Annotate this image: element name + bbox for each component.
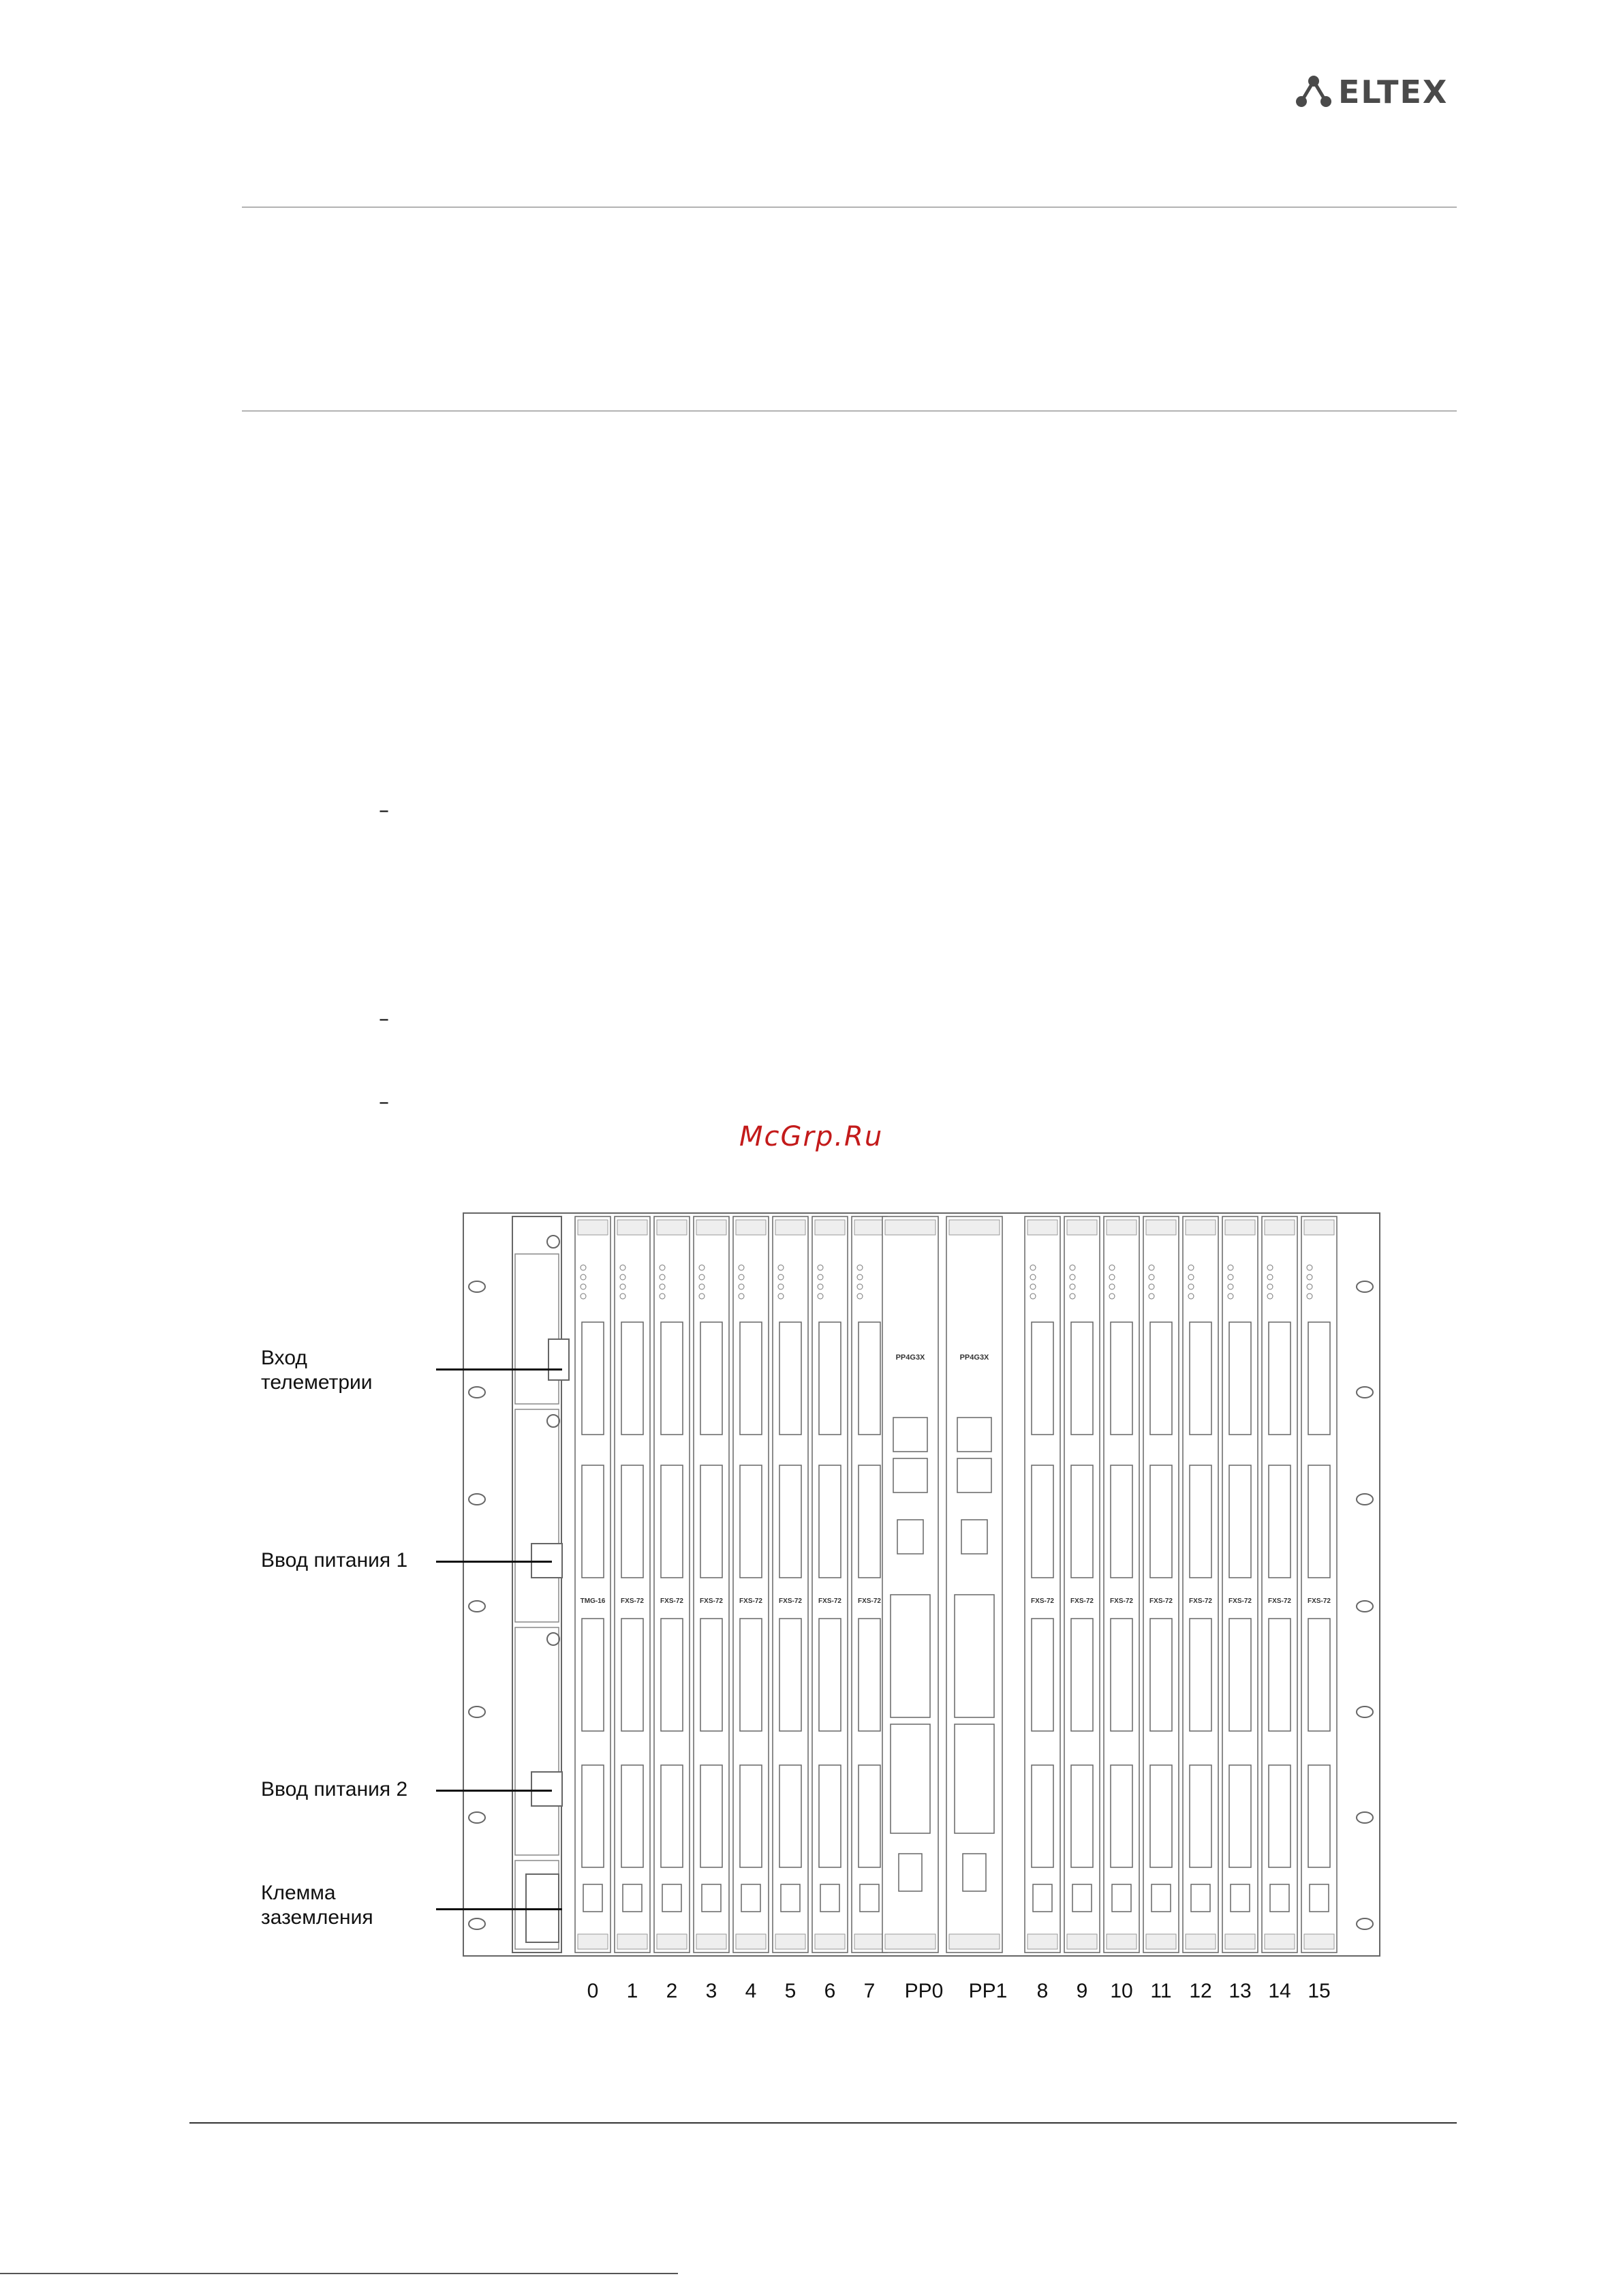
- card-connector: [1032, 1465, 1053, 1578]
- card-connector: [819, 1765, 841, 1867]
- card-connector: [859, 1322, 880, 1435]
- card-connector: [1308, 1322, 1330, 1435]
- card-connector: [1150, 1619, 1172, 1731]
- rj45-block: [891, 1724, 930, 1833]
- console-port: [961, 1520, 987, 1554]
- card-connector: [740, 1465, 762, 1578]
- ethernet-port: [662, 1884, 681, 1912]
- card-connector: [700, 1619, 722, 1731]
- callout-power1-line: [436, 1561, 552, 1563]
- slot-top-latch: [578, 1220, 608, 1235]
- ethernet-port: [860, 1884, 879, 1912]
- slot-bottom-latch: [1146, 1934, 1176, 1949]
- list-marker: –: [379, 1007, 389, 1031]
- slot-number: 11: [1150, 1980, 1172, 2002]
- slot-number: 15: [1308, 1980, 1331, 2002]
- card-connector: [1150, 1465, 1172, 1578]
- slot-number: 7: [863, 1980, 876, 2002]
- power-module: [515, 1254, 559, 1404]
- ethernet-port: [1112, 1884, 1131, 1912]
- card-connector: [1111, 1619, 1132, 1731]
- card-connector: [1308, 1465, 1330, 1578]
- card-connector: [1071, 1619, 1093, 1731]
- slot-number: 13: [1228, 1980, 1252, 2002]
- slot-top-latch: [736, 1220, 766, 1235]
- slot-number: 4: [745, 1980, 757, 2002]
- slot-number: 12: [1189, 1980, 1212, 2002]
- slot-number: 6: [824, 1980, 836, 2002]
- slot-card: [882, 1216, 938, 1953]
- slot-top-latch: [1186, 1220, 1216, 1235]
- slot-bottom-latch: [949, 1934, 1000, 1949]
- slot-top-latch: [657, 1220, 687, 1235]
- ethernet-port: [1191, 1884, 1210, 1912]
- ethernet-port: [1072, 1884, 1092, 1912]
- brand-name: ELTEX: [1338, 74, 1449, 110]
- card-connector: [1190, 1765, 1211, 1867]
- sfp-port: [957, 1458, 991, 1493]
- card-connector: [582, 1322, 604, 1435]
- card-connector: [700, 1465, 722, 1578]
- card-connector: [779, 1619, 801, 1731]
- card-connector: [1229, 1465, 1251, 1578]
- slot-top-latch: [696, 1220, 726, 1235]
- card-connector: [621, 1765, 643, 1867]
- slot-top-latch: [1107, 1220, 1137, 1235]
- card-connector: [1229, 1765, 1251, 1867]
- card-connector: [740, 1619, 762, 1731]
- db9-port: [899, 1854, 922, 1891]
- slot-top-latch: [815, 1220, 845, 1235]
- xfp-cage: [891, 1595, 930, 1717]
- ethernet-port: [1033, 1884, 1052, 1912]
- slot-top-latch: [854, 1220, 884, 1235]
- rj45-block: [955, 1724, 994, 1833]
- card-label: FXS-72: [858, 1597, 881, 1605]
- pp-module-label: PP4G3X: [959, 1353, 989, 1362]
- slot-top-latch: [775, 1220, 805, 1235]
- slot-number: 0: [587, 1980, 599, 2002]
- slot-number: 1: [626, 1980, 638, 2002]
- slot-bottom-latch: [1304, 1934, 1334, 1949]
- slot-top-latch: [1265, 1220, 1295, 1235]
- slot-top-latch: [885, 1220, 936, 1235]
- slot-bottom-latch: [815, 1934, 845, 1949]
- callout-telemetry-input: Вход телеметрии: [261, 1347, 373, 1394]
- card-label: FXS-72: [1149, 1597, 1173, 1605]
- card-label: FXS-72: [1189, 1597, 1212, 1605]
- slot-number: 3: [705, 1980, 717, 2002]
- card-connector: [1190, 1465, 1211, 1578]
- card-connector: [582, 1465, 604, 1578]
- slot-card: [946, 1216, 1002, 1953]
- card-connector: [1269, 1765, 1290, 1867]
- telemetry-connector: [548, 1339, 569, 1380]
- slot-bottom-latch: [1067, 1934, 1097, 1949]
- card-connector: [819, 1465, 841, 1578]
- callout-ground-line: [436, 1908, 562, 1910]
- ethernet-port: [781, 1884, 800, 1912]
- card-label: FXS-72: [1268, 1597, 1291, 1605]
- card-connector: [1071, 1765, 1093, 1867]
- card-connector: [621, 1619, 643, 1731]
- card-connector: [621, 1322, 643, 1435]
- card-label: FXS-72: [660, 1597, 683, 1605]
- xfp-cage: [955, 1595, 994, 1717]
- ethernet-port: [1310, 1884, 1329, 1912]
- console-port: [897, 1520, 923, 1554]
- ethernet-port: [1151, 1884, 1171, 1912]
- ethernet-port: [702, 1884, 721, 1912]
- card-label: FXS-72: [1070, 1597, 1094, 1605]
- callout-ground-terminal: Клемма заземления: [261, 1882, 373, 1929]
- slot-number: 9: [1076, 1980, 1088, 2002]
- card-connector: [1190, 1322, 1211, 1435]
- slot-number: 8: [1036, 1980, 1049, 2002]
- slot-bottom-latch: [1225, 1934, 1255, 1949]
- slot-bottom-latch: [1107, 1934, 1137, 1949]
- card-connector: [1308, 1619, 1330, 1731]
- slot-bottom-latch: [1027, 1934, 1057, 1949]
- watermark: McGrp.Ru: [739, 1121, 884, 1152]
- ethernet-port: [1270, 1884, 1289, 1912]
- slot-number: PP0: [904, 1980, 944, 2002]
- slot-bottom-latch: [885, 1934, 936, 1949]
- card-connector: [859, 1465, 880, 1578]
- card-connector: [1111, 1322, 1132, 1435]
- slot-bottom-latch: [578, 1934, 608, 1949]
- slot-number: PP1: [968, 1980, 1008, 2002]
- card-connector: [819, 1619, 841, 1731]
- card-connector: [1111, 1465, 1132, 1578]
- slot-number: 10: [1110, 1980, 1133, 2002]
- power-module: [515, 1627, 559, 1855]
- ethernet-port: [741, 1884, 760, 1912]
- ethernet-port: [1231, 1884, 1250, 1912]
- slot-bottom-latch: [1186, 1934, 1216, 1949]
- card-label: FXS-72: [739, 1597, 762, 1605]
- card-connector: [661, 1619, 683, 1731]
- card-connector: [1071, 1322, 1093, 1435]
- card-label: FXS-72: [1110, 1597, 1133, 1605]
- pp-module-label: PP4G3X: [895, 1353, 925, 1362]
- callout-telemetry-line: [436, 1368, 562, 1371]
- card-connector: [700, 1765, 722, 1867]
- card-connector: [859, 1619, 880, 1731]
- card-label: FXS-72: [1031, 1597, 1054, 1605]
- card-connector: [779, 1322, 801, 1435]
- card-connector: [740, 1765, 762, 1867]
- card-connector: [661, 1765, 683, 1867]
- card-connector: [1269, 1619, 1290, 1731]
- slot-bottom-latch: [1265, 1934, 1295, 1949]
- slot-top-latch: [1146, 1220, 1176, 1235]
- card-label: FXS-72: [818, 1597, 841, 1605]
- card-connector: [1071, 1465, 1093, 1578]
- card-connector: [779, 1765, 801, 1867]
- card-connector: [859, 1765, 880, 1867]
- slot-bottom-latch: [696, 1934, 726, 1949]
- power-module: [515, 1409, 559, 1622]
- slot-bottom-latch: [775, 1934, 805, 1949]
- card-connector: [1150, 1765, 1172, 1867]
- card-connector: [819, 1322, 841, 1435]
- ethernet-port: [623, 1884, 642, 1912]
- callout-power-input-1: Ввод питания 1: [261, 1549, 408, 1572]
- sfp-port: [893, 1458, 927, 1493]
- card-connector: [700, 1322, 722, 1435]
- db9-port: [963, 1854, 986, 1891]
- card-connector: [1308, 1765, 1330, 1867]
- card-connector: [1229, 1322, 1251, 1435]
- power-terminal-2: [531, 1772, 562, 1806]
- slot-number: 14: [1268, 1980, 1291, 2002]
- card-connector: [779, 1465, 801, 1578]
- callout-power2-line: [436, 1790, 552, 1792]
- card-label: FXS-72: [700, 1597, 723, 1605]
- sfp-port: [893, 1418, 927, 1452]
- card-connector: [1032, 1322, 1053, 1435]
- card-connector: [1190, 1619, 1211, 1731]
- card-connector: [661, 1322, 683, 1435]
- card-connector: [582, 1765, 604, 1867]
- card-label: TMG-16: [580, 1597, 606, 1605]
- card-label: FXS-72: [1228, 1597, 1252, 1605]
- card-connector: [661, 1465, 683, 1578]
- card-label: FXS-72: [621, 1597, 644, 1605]
- slot-top-latch: [1027, 1220, 1057, 1235]
- ethernet-port: [820, 1884, 839, 1912]
- card-connector: [582, 1619, 604, 1731]
- slot-top-latch: [1304, 1220, 1334, 1235]
- card-connector: [621, 1465, 643, 1578]
- card-label: FXS-72: [1308, 1597, 1331, 1605]
- card-label: FXS-72: [779, 1597, 802, 1605]
- footer-rule: [189, 2122, 1457, 2124]
- card-connector: [740, 1322, 762, 1435]
- card-connector: [1032, 1619, 1053, 1731]
- list-marker: –: [379, 799, 389, 823]
- slot-bottom-latch: [736, 1934, 766, 1949]
- card-connector: [1269, 1322, 1290, 1435]
- card-connector: [1229, 1619, 1251, 1731]
- card-connector: [1032, 1765, 1053, 1867]
- footnote-rule: [0, 2273, 678, 2274]
- card-connector: [1111, 1765, 1132, 1867]
- slot-top-latch: [1067, 1220, 1097, 1235]
- slot-bottom-latch: [854, 1934, 884, 1949]
- slot-top-latch: [1225, 1220, 1255, 1235]
- callout-power-input-2: Ввод питания 2: [261, 1778, 408, 1801]
- sfp-port: [957, 1418, 991, 1452]
- list-marker: –: [379, 1090, 389, 1114]
- slot-number: 5: [784, 1980, 797, 2002]
- slot-bottom-latch: [657, 1934, 687, 1949]
- ethernet-port: [583, 1884, 602, 1912]
- card-connector: [1269, 1465, 1290, 1578]
- card-connector: [1150, 1322, 1172, 1435]
- slot-top-latch: [617, 1220, 647, 1235]
- slot-bottom-latch: [617, 1934, 647, 1949]
- slot-top-latch: [949, 1220, 1000, 1235]
- slot-number: 2: [666, 1980, 678, 2002]
